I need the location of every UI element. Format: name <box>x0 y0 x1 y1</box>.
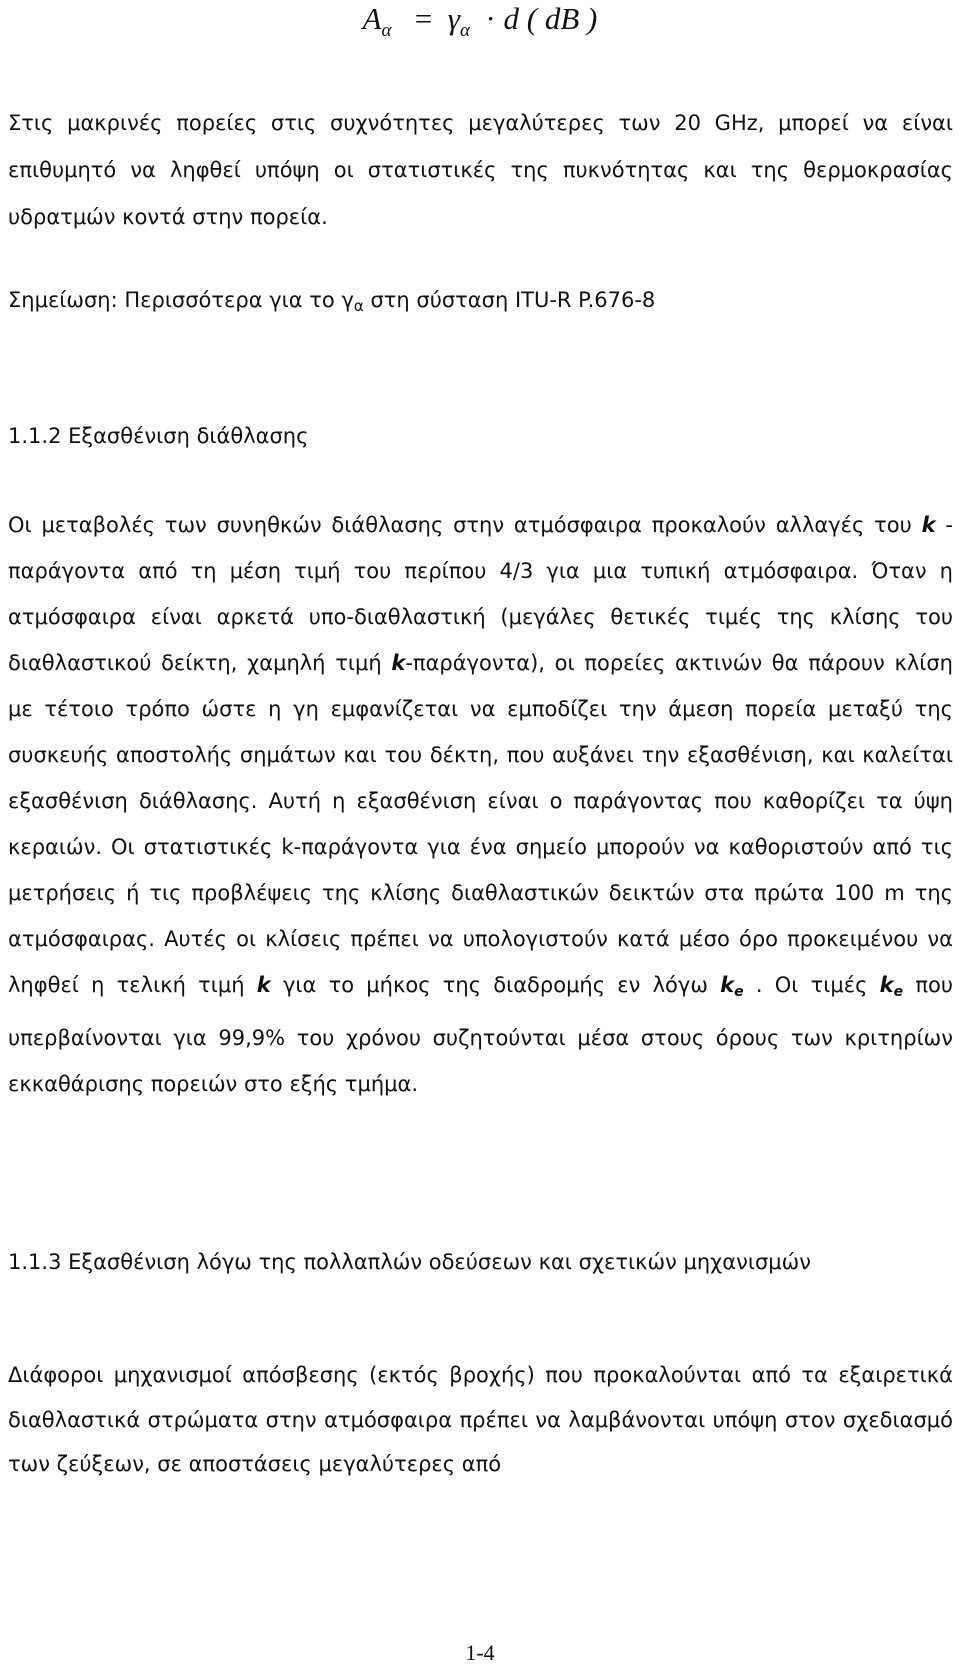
paragraph-text: Οι μεταβολές των συνηθκών διάθλασης στην ατμόσφαιρα προκαλούν αλλαγές του <box>8 513 922 537</box>
note-gamma-subscript: α <box>353 297 364 315</box>
ke-subscript: e <box>734 984 744 1000</box>
paragraph-text: . Οι τιμές <box>743 973 880 997</box>
paragraph-fading-mechanisms: Διάφοροι μηχανισμοί απόσβεσης (εκτός βροχής) που προκαλούνται από τα εξαιρετικά διαθλαστικά στρώματα στην ατμόσφαιρα πρέπει να λαμβάνονται υπόψη στον σχεδιασμό των ζεύξεων, σε αποστάσεις μεγαλύτερες από <box>8 1363 953 1476</box>
section-heading-1-1-2: 1.1.2 Εξασθένιση διάθλασης <box>8 424 309 448</box>
paragraph-text: - παράγοντα από τη μέση τιμή του περίπου 4/3 για μια τυπική ατμόσφαιρα. Όταν η ατμόσφαιρα είναι αρκετά υπο-διαθλαστική (μεγάλες θετικές τιμές της κλίσης του διαθλαστικού δείκτη, χαμηλή τιμή <box>8 513 953 675</box>
note-text-before: Σημείωση: Περισσότερα για το γ <box>8 288 354 312</box>
formula-dot: · <box>485 1 496 36</box>
paragraph-text: που υπερβαίνονται για 99,9% του χρόνου συζητούνται μέσα στους όρους των κριτηρίων εκκαθάρισης πορειών στο εξής τμήμα. <box>8 973 953 1096</box>
formula-gamma: γ <box>447 1 460 36</box>
paragraph-long-paths: Στις μακρινές πορείες στις συχνότητες μεγαλύτερες των 20 GHz, μπορεί να είναι επιθυμητό να ληφθεί υπόψη οι στατιστικές της πυκνότητας και της θερμοκρασίας υδρατμών κοντά στην πορεία. <box>8 111 953 229</box>
paragraph-refraction-attenuation <box>8 502 953 1107</box>
formula-distance: d <box>503 1 520 36</box>
note-text-after: στη σύσταση ITU-R P.676-8 <box>363 288 656 312</box>
formula-unit: ( dB ) <box>526 1 598 36</box>
k-factor-symbol: k <box>391 651 406 675</box>
formula-lhs-subscript: α <box>381 20 392 41</box>
attenuation-formula <box>0 0 960 50</box>
paragraph-text: -παράγοντα), οι πορείες ακτινών θα πάρουν κλίση με τέτοιο τρόπο ώστε η γη εμφανίζεται να εμποδίζει την άμεση πορεία μεταξύ της συσκευής αποστολής σημάτων και του δέκτη, που αυξάνει την εξασθένιση, και καλείται εξασθένιση διάθλασης. Αυτή η εξασθένιση είναι ο παράγοντας που καθορίζει τα ύψη κεραιών. Οι στατιστικές k-παράγοντα για ένα σημείο μπορούν να καθοριστούν από τις μετρήσεις ή τις προβλέψεις της κλίσης διαθλαστικών δεικτών στα πρώτα 100 m της ατμόσφαιρας. Αυτές οι κλίσεις πρέπει να υπολογιστούν κατά μέσο όρο προκειμένου να ληφθεί η τελική τιμή <box>8 651 953 997</box>
ke-symbol: k <box>879 973 894 997</box>
formula-lhs: A <box>362 1 382 36</box>
section-heading-1-1-3: 1.1.3 Εξασθένιση λόγω της πολλαπλών οδεύσεων και σχετικών μηχανισμών <box>8 1250 811 1274</box>
formula-gamma-subscript: α <box>459 20 470 41</box>
note-line <box>8 282 953 324</box>
ke-symbol: k <box>720 973 735 997</box>
k-factor-symbol: k <box>921 513 936 537</box>
paragraph-text: για το μήκος της διαδρομής εν λόγω <box>270 973 721 997</box>
k-factor-symbol: k <box>256 973 271 997</box>
formula-equals: = <box>414 1 433 36</box>
page-number: 1-4 <box>465 1640 495 1665</box>
ke-subscript: e <box>893 984 904 1000</box>
